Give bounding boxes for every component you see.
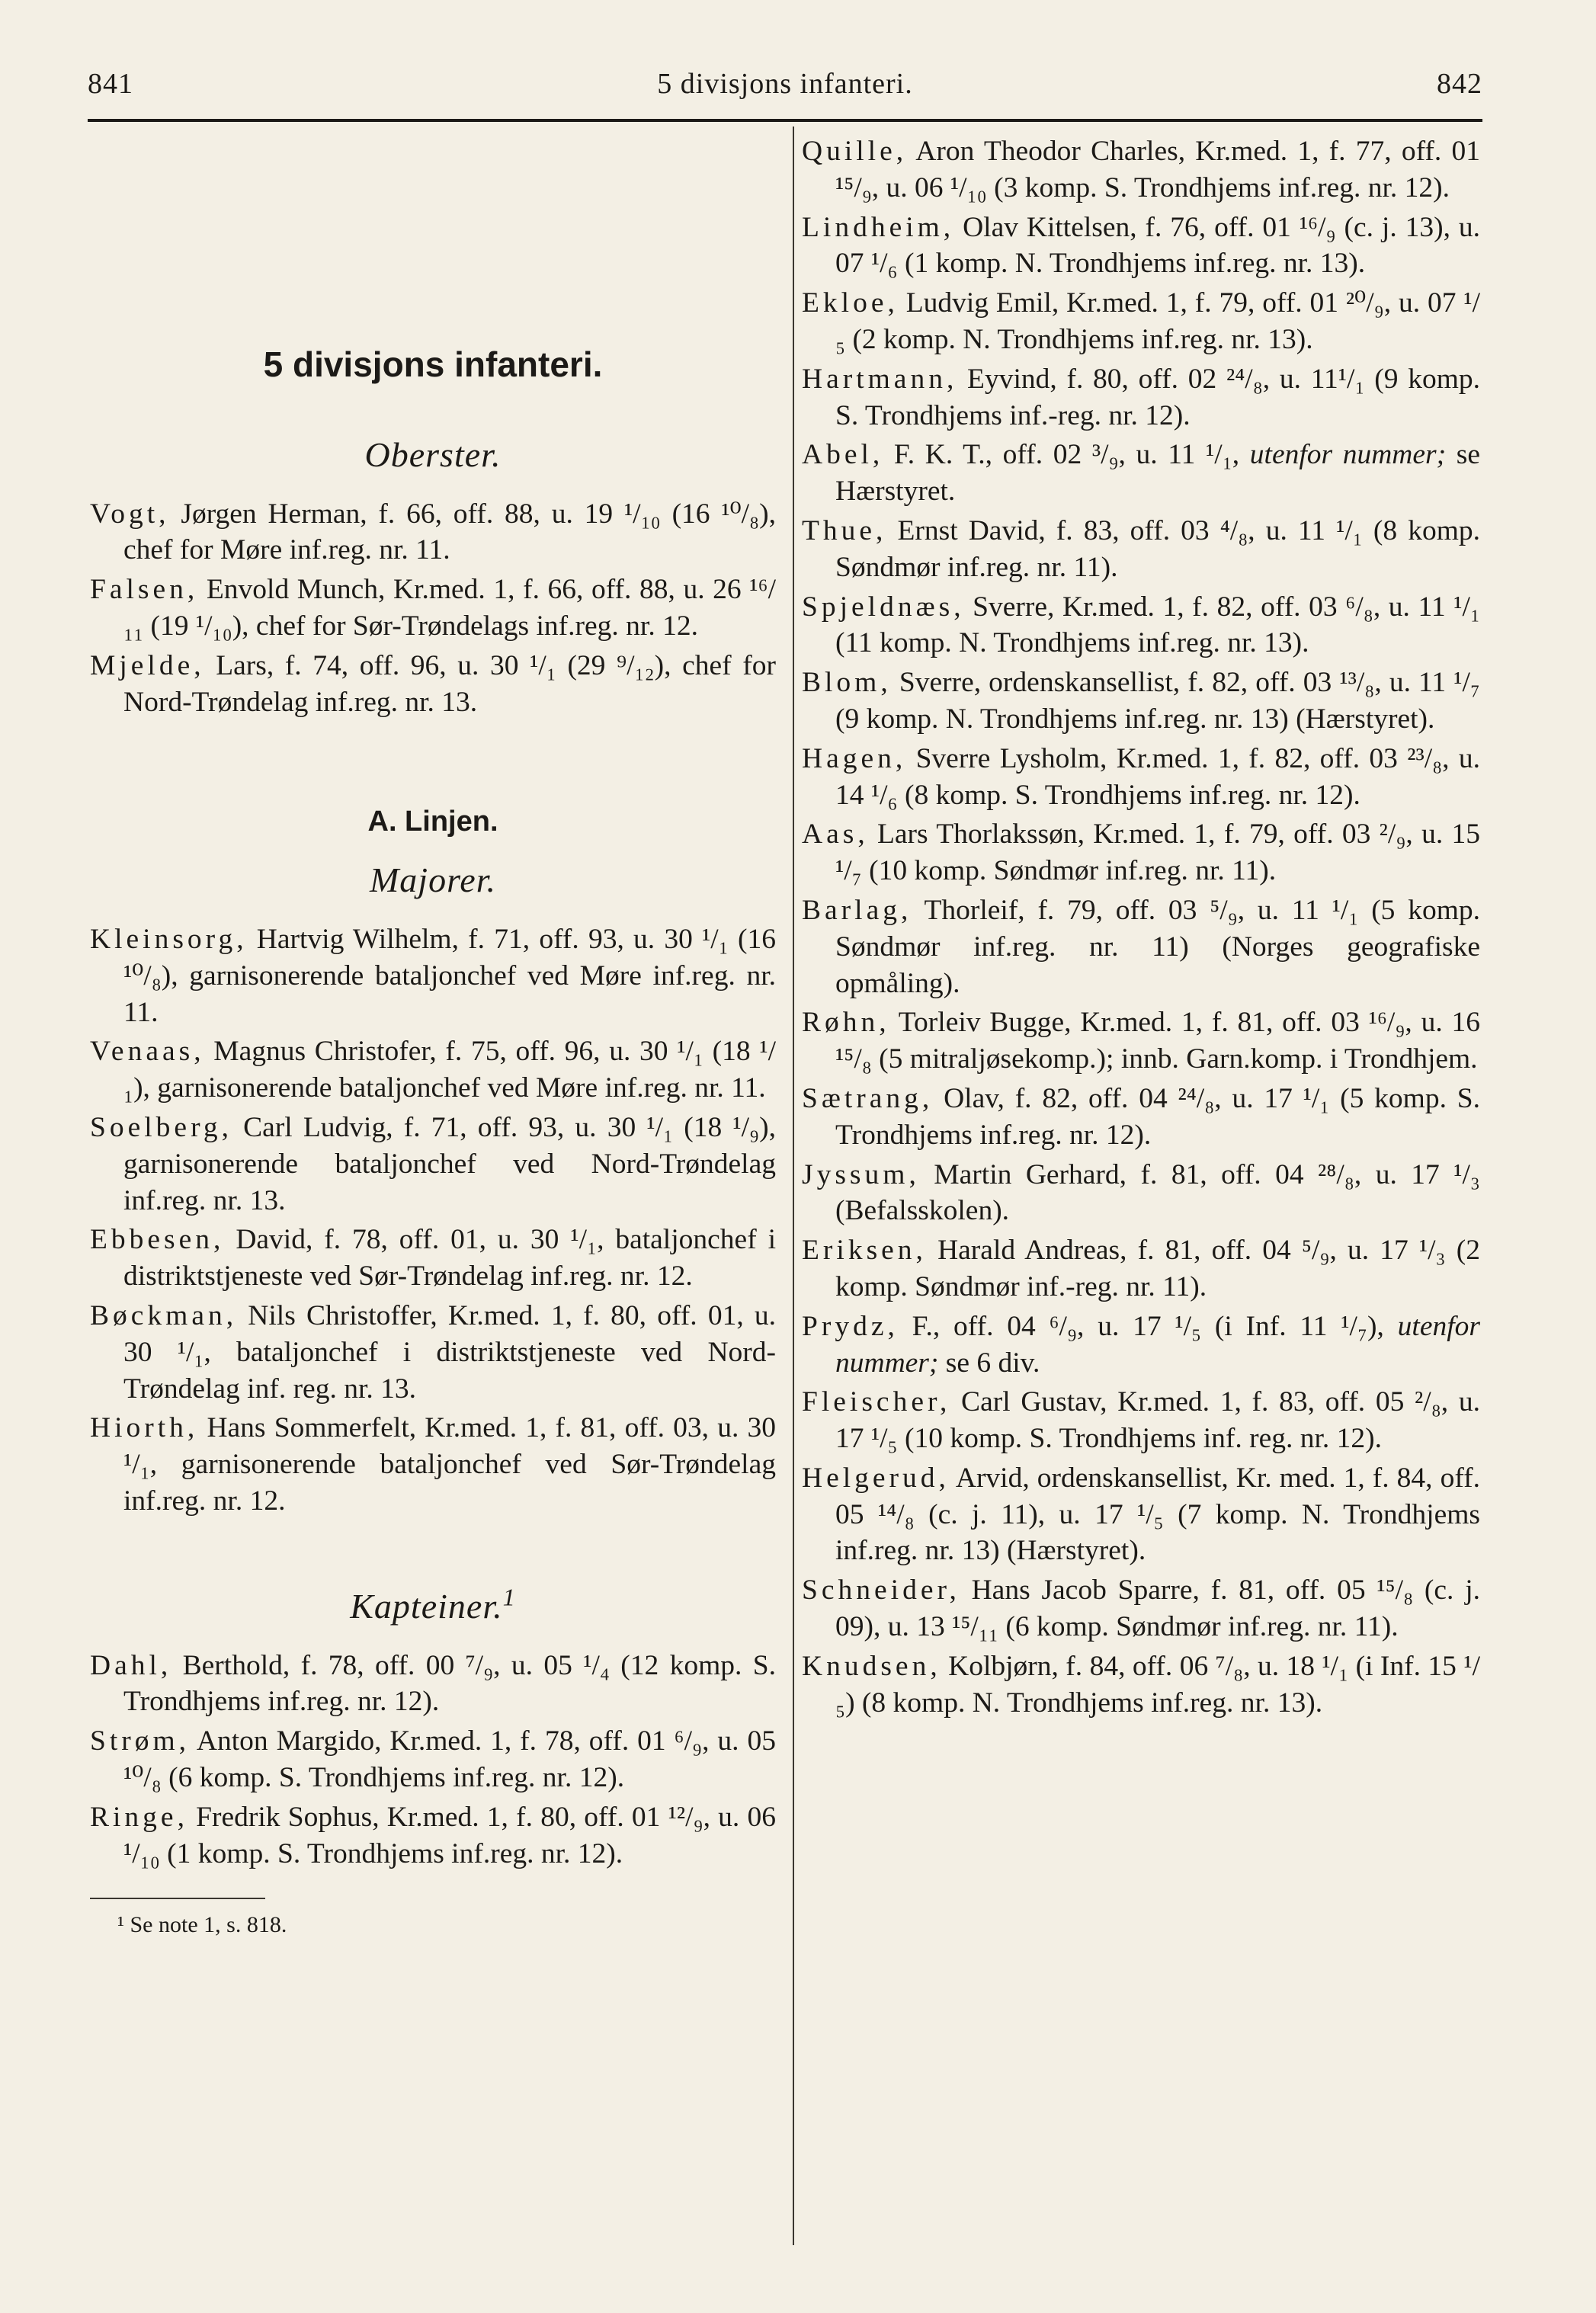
roster-entry: [802, 513, 1480, 586]
footnote-mark: 1: [502, 1583, 516, 1611]
roster-entry: [802, 1157, 1480, 1230]
entry-surname: Hartmann,: [802, 363, 958, 395]
entry-details: Hans Jacob Sparre, f. 81, off. 05 ¹⁵/₈ (c. j. 09), u. 13 ¹⁵/₁₁ (6 komp. Søndmør inf.reg. nr. 11).: [835, 1575, 1480, 1643]
roster-entry: [802, 210, 1480, 283]
entry-details: Envold Munch, Kr.med. 1, f. 66, off. 88, u. 26 ¹⁶/₁₁ (19 ¹/₁₀), chef for Sør-Trøndelags inf.reg. nr. 12.: [123, 574, 776, 642]
entry-details: Ludvig Emil, Kr.med. 1, f. 79, off. 01 ²⁰/₉, u. 07 ¹/₅ (2 komp. N. Trondhjems inf.reg. nr. 13).: [835, 287, 1480, 355]
entry-details: Eyvind, f. 80, off. 02 ²⁴/₈, u. 11¹/₁ (9 komp. S. Trondhjems inf.-reg. nr. 12).: [835, 363, 1480, 431]
roster-entry: [90, 648, 776, 721]
entry-surname: Dahl,: [90, 1649, 172, 1681]
footnote: ¹ Se note 1, s. 818.: [117, 1912, 287, 1938]
entry-note-italic: utenfor nummer;: [835, 1310, 1481, 1379]
entry-surname: Prydz,: [802, 1310, 899, 1342]
roster-entry: [802, 285, 1480, 358]
roster-entry: [802, 1572, 1480, 1645]
entry-surname: Hiorth,: [90, 1412, 199, 1444]
entry-note-italic: utenfor nummer;: [1239, 439, 1447, 471]
roster-entry: [802, 892, 1480, 1001]
roster-entry: [90, 1222, 776, 1295]
entry-details: Olav Kittelsen, f. 76, off. 01 ¹⁶/₉ (c. j. 13), u. 07 ¹/₆ (1 komp. N. Trondhjems inf.reg. nr. 13).: [835, 211, 1480, 280]
entry-surname: Schneider,: [802, 1575, 960, 1607]
oberster-list: [90, 496, 776, 721]
entry-surname: Eriksen,: [802, 1235, 927, 1267]
entry-details: Berthold, f. 78, off. 00 ⁷/₉, u. 05 ¹/₄ (12 komp. S. Trondhjems inf.reg. nr. 12).: [123, 1649, 776, 1718]
entry-surname: Ringe,: [90, 1801, 188, 1833]
roster-entry: [802, 589, 1480, 662]
entry-details: Ernst David, f. 83, off. 03 ⁴/₈, u. 11 ¹/₁ (8 komp. Søndmør inf.reg. nr. 11).: [835, 514, 1480, 583]
heading-kapteiner: [90, 1583, 776, 1626]
entry-surname: Quille,: [802, 136, 908, 167]
heading-linjen: A. Linjen.: [367, 806, 498, 838]
roster-entry: [802, 1384, 1480, 1457]
heading-kapteiner-text: Kapteiner.: [350, 1586, 503, 1626]
entry-details: Sverre Lysholm, Kr.med. 1, f. 82, off. 03 ²³/₈, u. 14 ¹/₆ (8 komp. S. Trondhjems inf.reg. nr. 12).: [835, 742, 1480, 811]
entry-details: Martin Gerhard, f. 81, off. 04 ²⁸/₈, u. 17 ¹/₃ (Befalsskolen).: [835, 1158, 1480, 1227]
entry-details: F. K. T., off. 02 ³/₉, u. 11 ¹/₁,: [883, 439, 1240, 471]
entry-details: Hans Sommerfelt, Kr.med. 1, f. 81, off. 03, u. 30 ¹/₁, garnisonerende bataljonchef ved Sør-Trøndelag inf.reg. nr. 12.: [123, 1412, 776, 1517]
roster-entry: [90, 572, 776, 645]
entry-surname: Soelberg,: [90, 1111, 232, 1143]
entry-surname: Venaas,: [90, 1036, 205, 1068]
entry-details: Carl Gustav, Kr.med. 1, f. 83, off. 05 ²/₈, u. 17 ¹/₅ (10 komp. S. Trondhjems inf. reg. nr. 12).: [835, 1386, 1480, 1455]
roster-entry: [90, 1799, 776, 1873]
entry-surname: Jyssum,: [802, 1158, 920, 1190]
entry-details: Arvid, ordenskansellist, Kr. med. 1, f. 84, off. 05 ¹⁴/₈ (c. j. 11), u. 17 ¹/₅ (7 komp. N. Trondhjems inf.reg. nr. 13) (Hærstyret).: [835, 1462, 1480, 1567]
roster-entry: [802, 133, 1480, 207]
entry-surname: Lindheim,: [802, 211, 955, 243]
entry-details: Nils Christoffer, Kr.med. 1, f. 80, off. 01, u. 30 ¹/₁, bataljonchef i distriktstjeneste ved Nord-Trøndelag inf. reg. nr. 13.: [123, 1299, 776, 1405]
entry-surname: Thue,: [802, 514, 887, 546]
entry-details: Carl Ludvig, f. 71, off. 93, u. 30 ¹/₁ (18 ¹/₉), garnisonerende bataljonchef ved Nord-Trøndelag inf.reg. nr. 13.: [123, 1111, 776, 1216]
entry-surname: Barlag,: [802, 894, 912, 926]
roster-entry: [90, 1298, 776, 1407]
entry-details: Magnus Christofer, f. 75, off. 96, u. 30 ¹/₁ (18 ¹/₁), garnisonerende bataljonchef ved Møre inf.reg. nr. 11.: [123, 1036, 776, 1104]
kapteiner-list-left: [90, 1648, 776, 1873]
entry-surname: Abel,: [802, 439, 884, 471]
entry-details: Thorleif, f. 79, off. 03 ⁵/₉, u. 11 ¹/₁ (5 komp. Søndmør inf.reg. nr. 11) (Norges geografiske opmåling).: [835, 894, 1480, 999]
roster-entry: [802, 437, 1480, 510]
roster-entry: [802, 1460, 1480, 1569]
entry-details: Harald Andreas, f. 81, off. 04 ⁵/₉, u. 17 ¹/₃ (2 komp. Søndmør inf.-reg. nr. 11).: [835, 1235, 1480, 1302]
roster-entry: [802, 741, 1480, 814]
right-column: [802, 133, 1480, 1724]
entry-details: Sverre, Kr.med. 1, f. 82, off. 03 ⁶/₈, u. 11 ¹/₁ (11 komp. N. Trondhjems inf.reg. nr. 13).: [835, 591, 1480, 659]
entry-surname: Aas,: [802, 819, 869, 851]
entry-surname: Mjelde,: [90, 649, 205, 681]
roster-entry: [802, 1004, 1480, 1078]
entry-surname: Helgerud,: [802, 1462, 950, 1494]
column-divider: [793, 127, 794, 2245]
majorer-list: [90, 921, 776, 1520]
roster-entry: [802, 1081, 1480, 1154]
entry-details: Olav, f. 82, off. 04 ²⁴/₈, u. 17 ¹/₁ (5 komp. S. Trondhjems inf.reg. nr. 12).: [835, 1082, 1480, 1151]
page-number-left: 841: [88, 68, 133, 100]
entry-details: Lars, f. 74, off. 96, u. 30 ¹/₁ (29 ⁹/₁₂), chef for Nord-Trøndelag inf.reg. nr. 13.: [123, 649, 776, 718]
roster-entry: [90, 1110, 776, 1219]
entry-details: Anton Margido, Kr.med. 1, f. 78, off. 01 ⁶/₉, u. 05 ¹⁰/₈ (6 komp. S. Trondhjems inf.reg. nr. 12).: [123, 1725, 776, 1793]
entry-details: Torleiv Bugge, Kr.med. 1, f. 81, off. 03 ¹⁶/₉, u. 16 ¹⁵/₈ (5 mitraljøsekomp.); innb. Garn.komp. i Trondhjem.: [835, 1007, 1480, 1075]
entry-surname: Fleischer,: [802, 1386, 951, 1418]
entry-surname: Knudsen,: [802, 1650, 941, 1682]
entry-surname: Hagen,: [802, 742, 907, 774]
roster-entry: [90, 1723, 776, 1796]
entry-details: Fredrik Sophus, Kr.med. 1, f. 80, off. 01 ¹²/₉, u. 06 ¹/₁₀ (1 komp. S. Trondhjems inf.reg. nr. 12).: [123, 1801, 776, 1869]
entry-details-after: se 6 div.: [938, 1347, 1040, 1379]
heading-majorer: Majorer.: [369, 860, 496, 900]
header-rule: [88, 119, 1482, 122]
entry-details: Lars Thorlakssøn, Kr.med. 1, f. 79, off. 03 ²/₉, u. 15 ¹/₇ (10 komp. Søndmør inf.reg. nr. 11).: [835, 819, 1480, 887]
entry-surname: Strøm,: [90, 1725, 191, 1757]
entry-details: F., off. 04 ⁶/₉, u. 17 ¹/₅ (i Inf. 11 ¹/₇),: [898, 1310, 1384, 1342]
roster-entry: [802, 1648, 1480, 1722]
entry-surname: Ekloe,: [802, 287, 899, 319]
roster-entry: [802, 816, 1480, 889]
roster-entry: [90, 1648, 776, 1721]
entry-surname: Blom,: [802, 667, 892, 699]
entry-surname: Kleinsorg,: [90, 923, 248, 955]
entry-details: Sverre, ordenskansellist, f. 82, off. 03 ¹³/₈, u. 11 ¹/₇ (9 komp. N. Trondhjems inf.reg. nr. 13) (Hærstyret).: [835, 667, 1480, 735]
left-column: [90, 133, 776, 1943]
running-title: 5 divisjons infanteri.: [657, 68, 913, 100]
entry-details-after: se Hærstyret.: [835, 439, 1480, 508]
roster-entry: [90, 1033, 776, 1107]
roster-entry: [90, 921, 776, 1030]
heading-oberster: Oberster.: [364, 434, 502, 474]
entry-details: Kolbjørn, f. 84, off. 06 ⁷/₈, u. 18 ¹/₁ (i Inf. 15 ¹/₅) (8 komp. N. Trondhjems inf.reg. nr. 13).: [835, 1650, 1480, 1719]
roster-entry: [802, 665, 1480, 738]
page-title: 5 divisjons infanteri.: [263, 344, 603, 384]
roster-entry: [90, 496, 776, 569]
entry-details: Jørgen Herman, f. 66, off. 88, u. 19 ¹/₁₀ (16 ¹⁰/₈), chef for Møre inf.reg. nr. 11.: [123, 498, 776, 566]
roster-entry: [802, 1309, 1480, 1382]
entry-surname: Bøckman,: [90, 1299, 238, 1331]
entry-surname: Vogt,: [90, 498, 170, 530]
entry-details: David, f. 78, off. 01, u. 30 ¹/₁, bataljonchef i distriktstjeneste ved Sør-Trøndelag inf.reg. nr. 12.: [123, 1224, 776, 1293]
roster-entry: [802, 361, 1480, 434]
roster-entry: [90, 1410, 776, 1519]
entry-surname: Spjeldnæs,: [802, 591, 965, 623]
roster-entry: [802, 1232, 1480, 1305]
entry-surname: Sætrang,: [802, 1082, 934, 1114]
entry-surname: Ebbesen,: [90, 1224, 225, 1256]
footnote-rule: [90, 1898, 265, 1899]
page-number-right: 842: [1437, 68, 1482, 100]
running-header: [88, 67, 1482, 113]
entry-surname: Falsen,: [90, 574, 199, 606]
kapteiner-list-right: [802, 133, 1480, 1721]
entry-details: Hartvig Wilhelm, f. 71, off. 93, u. 30 ¹/₁ (16 ¹⁰/₈), garnisonerende bataljonchef ved Møre inf.reg. nr. 11.: [123, 923, 776, 1028]
entry-details: Aron Theodor Charles, Kr.med. 1, f. 77, off. 01 ¹⁵/₉, u. 06 ¹/₁₀ (3 komp. S. Trondhjems inf.reg. nr. 12).: [835, 136, 1480, 203]
entry-surname: Røhn,: [802, 1007, 890, 1039]
